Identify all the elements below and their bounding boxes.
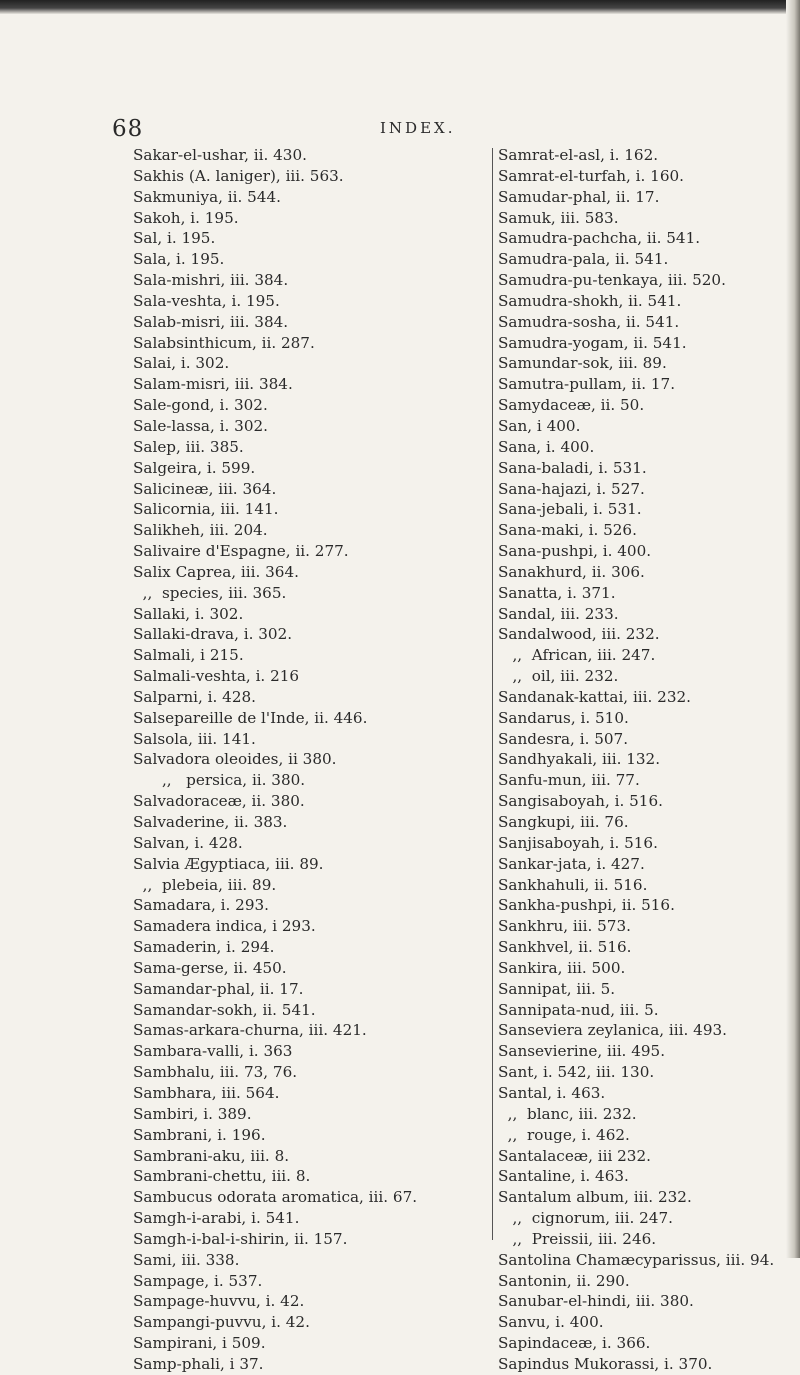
index-entry: Salikheh, iii. 204. — [133, 521, 268, 540]
index-entry: Salvaderine, ii. 383. — [133, 813, 288, 831]
index-entry: Santaline, i. 463. — [498, 1167, 629, 1186]
index-entry: Santonin, ii. 290. — [498, 1271, 630, 1290]
index-entry: Samudra-sosha, ii. 541. — [498, 312, 680, 331]
index-entry: Sankhvel, ii. 516. — [498, 938, 632, 957]
index-entry: Salivaire d'Espagne, ii. 277. — [133, 542, 349, 561]
index-entry: Sana-pushpi, i. 400. — [498, 542, 652, 561]
index-entry: Santolina Chamæcyparissus, iii. 94. — [498, 1250, 775, 1269]
index-entry: Sambrani, i. 196. — [133, 1125, 266, 1144]
index-entry: Sampangi-puvvu, i. 42. — [133, 1313, 310, 1332]
index-entry: ,, species, iii. 365. — [133, 583, 287, 602]
page-right-edge — [786, 0, 800, 1258]
index-entry: Sanakhurd, ii. 306. — [498, 562, 645, 581]
index-entry: Sangisaboyah, i. 516. — [498, 792, 663, 811]
index-entry: Samas-arkara-churna, iii. 421. — [133, 1021, 367, 1040]
index-entry: Sapindus Mukorassi, i. 370. — [498, 1354, 713, 1373]
index-entry: Sanjisaboyah, i. 516. — [498, 833, 658, 852]
index-entry: Sandesra, i. 507. — [498, 729, 629, 748]
index-entry: Sanfu-mun, iii. 77. — [498, 771, 640, 790]
index-entry: Sallaki-drava, i. 302. — [133, 625, 293, 644]
index-entry: Sana, i. 400. — [498, 437, 595, 456]
index-entry: Sanatta, i. 371. — [498, 583, 616, 602]
index-entry: Samudra-pu-tenkaya, iii. 520. — [498, 271, 726, 290]
index-entry: Samudra-shokh, ii. 541. — [498, 291, 682, 310]
index-entry: Salam-misri, iii. 384. — [133, 375, 293, 394]
index-entry: Sankha-pushpi, ii. 516. — [498, 896, 675, 915]
index-entry: Salsola, iii. 141. — [133, 729, 256, 748]
index-entry: Sant, i. 542, iii. 130. — [498, 1063, 655, 1082]
index-entry: Salparni, i. 428. — [133, 687, 256, 706]
index-entry: Salix Caprea, iii. 364. — [133, 562, 299, 581]
index-entry: Sale-lassa, i. 302. — [133, 416, 268, 435]
index-entry: ,, cignorum, iii. 247. — [498, 1209, 673, 1228]
index-entry: Sandhyakali, iii. 132. — [498, 750, 661, 769]
index-entry: Sannipata-nud, iii. 5. — [498, 1000, 659, 1019]
index-entry: Samudra-pala, ii. 541. — [498, 250, 669, 269]
index-entry: Sami, iii. 338. — [133, 1250, 240, 1269]
index-entry: Sandalwood, iii. 232. — [498, 625, 660, 644]
index-entry: Sandal, iii. 233. — [498, 604, 619, 623]
index-entry: Salab-misri, iii. 384. — [133, 312, 289, 331]
index-entry: Salvadora oleoides, ii 380. — [133, 750, 337, 769]
index-entry: Sakmuniya, ii. 544. — [133, 187, 281, 206]
index-entry: Samutra-pullam, ii. 17. — [498, 375, 676, 394]
index-entry: Sana-jebali, i. 531. — [498, 500, 642, 519]
index-entry: Samp-phali, i 37. — [133, 1354, 264, 1373]
index-entry: Sambrani-chettu, iii. 8. — [133, 1167, 311, 1186]
index-entry: Samadara, i. 293. — [133, 896, 269, 915]
index-entry: Sampage-huvvu, i. 42. — [133, 1292, 305, 1311]
index-entry: Salvia Ægyptiaca, iii. 89. — [133, 854, 324, 873]
index-entry: Samgh-i-arabi, i. 541. — [133, 1209, 300, 1228]
index-entry: Samundar-sok, iii. 89. — [498, 354, 667, 373]
index-entry: ,, oil, iii. 232. — [498, 667, 619, 686]
index-entry: Sandanak-kattai, iii. 232. — [498, 687, 691, 706]
index-entry: Salai, i. 302. — [133, 354, 230, 373]
index-entry: Sankhahuli, ii. 516. — [498, 875, 648, 894]
index-entry: ,, Preissii, iii. 246. — [498, 1229, 657, 1248]
index-entry: Salgeira, i. 599. — [133, 458, 256, 477]
index-entry: Salsepareille de l'Inde, ii. 446. — [133, 708, 368, 727]
index-entry: Salep, iii. 385. — [133, 437, 244, 456]
column-divider — [492, 148, 493, 1240]
index-entry: ,, persica, ii. 380. — [133, 771, 306, 790]
index-entry: Sankhru, iii. 573. — [498, 917, 631, 936]
index-entry: Salmali-veshta, i. 216 — [133, 667, 300, 686]
index-entry: Samgh-i-bal-i-shirin, ii. 157. — [133, 1229, 348, 1248]
index-entry: Sanvu, i. 400. — [498, 1313, 604, 1332]
index-entry: Sala-veshta, i. 195. — [133, 291, 280, 310]
index-entry: Salicornia, iii. 141. — [133, 500, 279, 519]
index-entry: Sambiri, i. 389. — [133, 1104, 252, 1123]
index-entry: Sakoh, i. 195. — [133, 208, 239, 227]
index-entry: Samudar-phal, ii. 17. — [498, 187, 660, 206]
index-entry: ,, rouge, i. 462. — [498, 1125, 630, 1144]
index-entry: Samandar-phal, ii. 17. — [133, 979, 304, 998]
index-entry: Sala, i. 195. — [133, 250, 225, 269]
index-entry: ,, African, iii. 247. — [498, 646, 656, 665]
index-entry: Salabsinthicum, ii. 287. — [133, 333, 315, 352]
index-entry: San, i 400. — [498, 416, 581, 435]
index-entry: Sambucus odorata aromatica, iii. 67. — [133, 1188, 418, 1207]
index-entry: Sampage, i. 537. — [133, 1271, 263, 1290]
index-entry: Samuk, iii. 583. — [498, 208, 619, 227]
index-entry: Salicineæ, iii. 364. — [133, 479, 277, 498]
index-entry: ,, plebeia, iii. 89. — [133, 875, 277, 894]
index-entry: Sallaki, i. 302. — [133, 604, 244, 623]
index-entry: Sannipat, iii. 5. — [498, 979, 616, 998]
index-entry: ,, blanc, iii. 232. — [498, 1104, 637, 1123]
index-entry: Sana-hajazi, i. 527. — [498, 479, 645, 498]
index-entry: Sal, i. 195. — [133, 229, 216, 248]
index-entry: Sana-baladi, i. 531. — [498, 458, 647, 477]
index-entry: Sandarus, i. 510. — [498, 708, 629, 727]
index-entry: Sampirani, i 509. — [133, 1334, 266, 1353]
index-entry: Sale-gond, i. 302. — [133, 396, 268, 415]
index-entry: Sakar-el-ushar, ii. 430. — [133, 146, 307, 164]
index-entry: Sangkupi, iii. 76. — [498, 813, 629, 831]
index-entry: Sankar-jata, i. 427. — [498, 854, 645, 873]
index-entry: Sanubar-el-hindi, iii. 380. — [498, 1292, 694, 1311]
index-entry: Sana-maki, i. 526. — [498, 521, 637, 540]
index-entry: Sanseviera zeylanica, iii. 493. — [498, 1021, 727, 1040]
index-entry: Samaderin, i. 294. — [133, 938, 275, 957]
index-column-right — [498, 145, 788, 1375]
index-entry: Samudra-pachcha, ii. 541. — [498, 229, 701, 248]
page-number: 68 — [112, 116, 144, 142]
index-entry: Samandar-sokh, ii. 541. — [133, 1000, 316, 1019]
index-entry: Sankira, iii. 500. — [498, 958, 626, 977]
index-entry: Salvadoraceæ, ii. 380. — [133, 792, 305, 811]
index-entry: Samadera indica, i 293. — [133, 917, 316, 936]
page-top-edge — [0, 0, 800, 14]
index-entry: Sapindaceæ, i. 366. — [498, 1334, 651, 1353]
page-title: INDEX. — [380, 119, 456, 137]
index-entry: Santal, i. 463. — [498, 1083, 606, 1102]
index-entry: Sakhis (A. laniger), iii. 563. — [133, 166, 344, 185]
index-entry: Sambhara, iii. 564. — [133, 1083, 280, 1102]
index-entry: Salvan, i. 428. — [133, 833, 243, 852]
index-entry: Sambara-valli, i. 363 — [133, 1042, 293, 1061]
index-entry: Sala-mishri, iii. 384. — [133, 271, 289, 290]
index-entry: Santalum album, iii. 232. — [498, 1188, 692, 1207]
index-entry: Sambhalu, iii. 73, 76. — [133, 1063, 298, 1082]
index-entry: Samrat-el-turfah, i. 160. — [498, 166, 684, 185]
index-entry: Santalaceæ, iii 232. — [498, 1146, 651, 1165]
index-entry: Salmali, i 215. — [133, 646, 244, 665]
index-entry: Sambrani-aku, iii. 8. — [133, 1146, 290, 1165]
index-entry: Samrat-el-asl, i. 162. — [498, 146, 659, 164]
index-entry: Samydaceæ, ii. 50. — [498, 396, 645, 415]
index-entry: Sama-gerse, ii. 450. — [133, 958, 287, 977]
index-entry: Samudra-yogam, ii. 541. — [498, 333, 687, 352]
index-entry: Sansevierine, iii. 495. — [498, 1042, 666, 1061]
